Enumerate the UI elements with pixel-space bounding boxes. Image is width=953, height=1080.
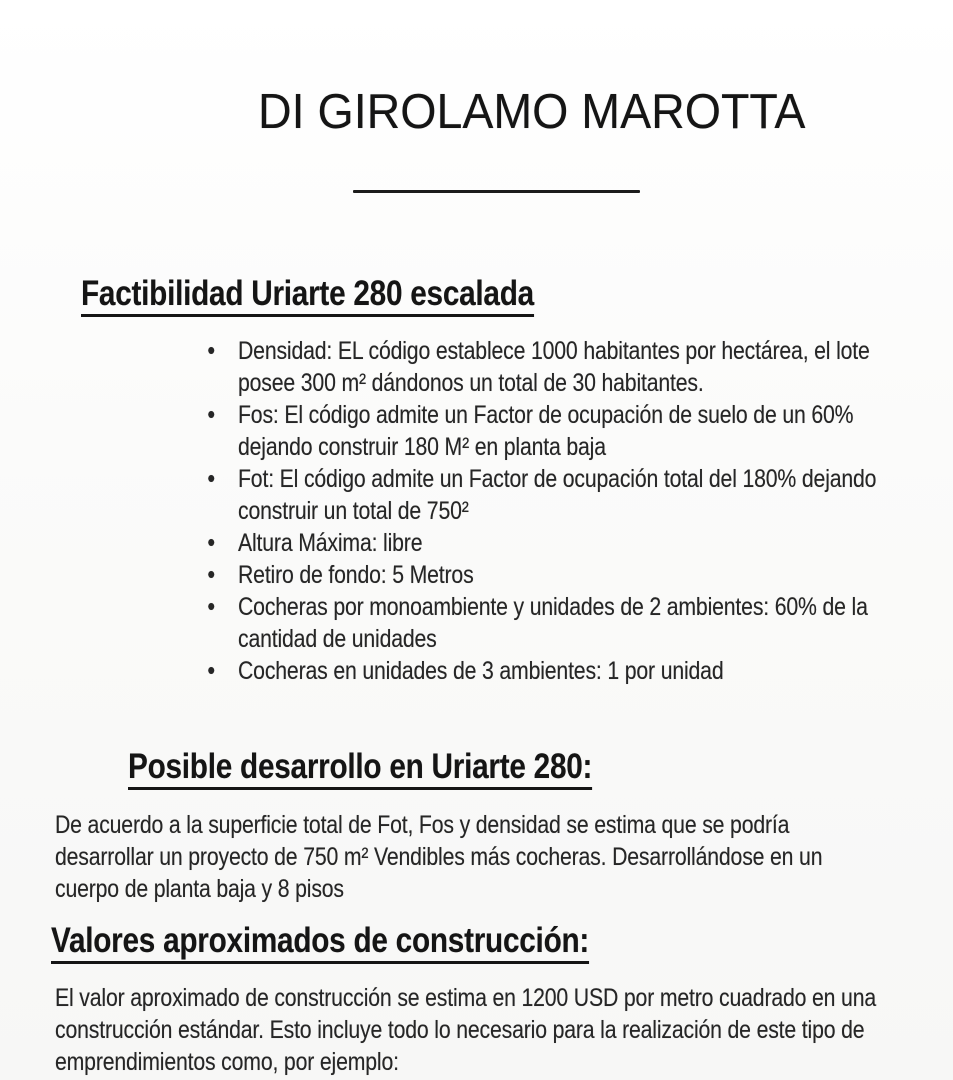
section-heading-factibilidad: Factibilidad Uriarte 280 escalada: [81, 274, 534, 317]
title-divider: [353, 190, 640, 193]
list-item-retiro: • Retiro de fondo: 5 Metros: [238, 559, 918, 591]
list-item-fot: • Fot: El código admite un Factor de ocupación total del 180% dejando construir un total de 750²: [238, 463, 918, 527]
list-item-altura: • Altura Máxima: libre: [238, 527, 918, 559]
list-item-densidad: • Densidad: EL código establece 1000 habitantes por hectárea, el lote posee 300 m² dándonos un total de 30 habitantes.: [238, 335, 918, 399]
paragraph-posible-desarrollo: De acuerdo a la superficie total de Fot, Fos y densidad se estima que se podría desarrollar un proyecto de 750 m² Vendibles más cocheras. Desarrollándose en un cuerpo de planta baja y 8 pisos: [55, 811, 823, 903]
list-item-cocheras-3ambientes: • Cocheras en unidades de 3 ambientes: 1 por unidad: [238, 655, 918, 687]
factibilidad-bullet-list: [238, 335, 918, 687]
paragraph-valores-construccion: El valor aproximado de construcción se estima en 1200 USD por metro cuadrado en una construcción estándar. Esto incluye todo lo necesario para la realización de este tipo de emprendimientos como, por ejemplo:: [55, 984, 877, 1076]
list-item-cocheras-monoambiente: • Cocheras por monoambiente y unidades de 2 ambientes: 60% de la cantidad de unidades: [238, 591, 918, 655]
section-heading-posible-desarrollo: Posible desarrollo en Uriarte 280:: [128, 747, 592, 790]
section-heading-valores: Valores aproximados de construcción:: [51, 921, 589, 964]
page-title: DI GIROLAMO MAROTTA: [258, 85, 806, 139]
list-item-fos: • Fos: El código admite un Factor de ocupación de suelo de un 60% dejando construir 180 M² en planta baja: [238, 399, 918, 463]
